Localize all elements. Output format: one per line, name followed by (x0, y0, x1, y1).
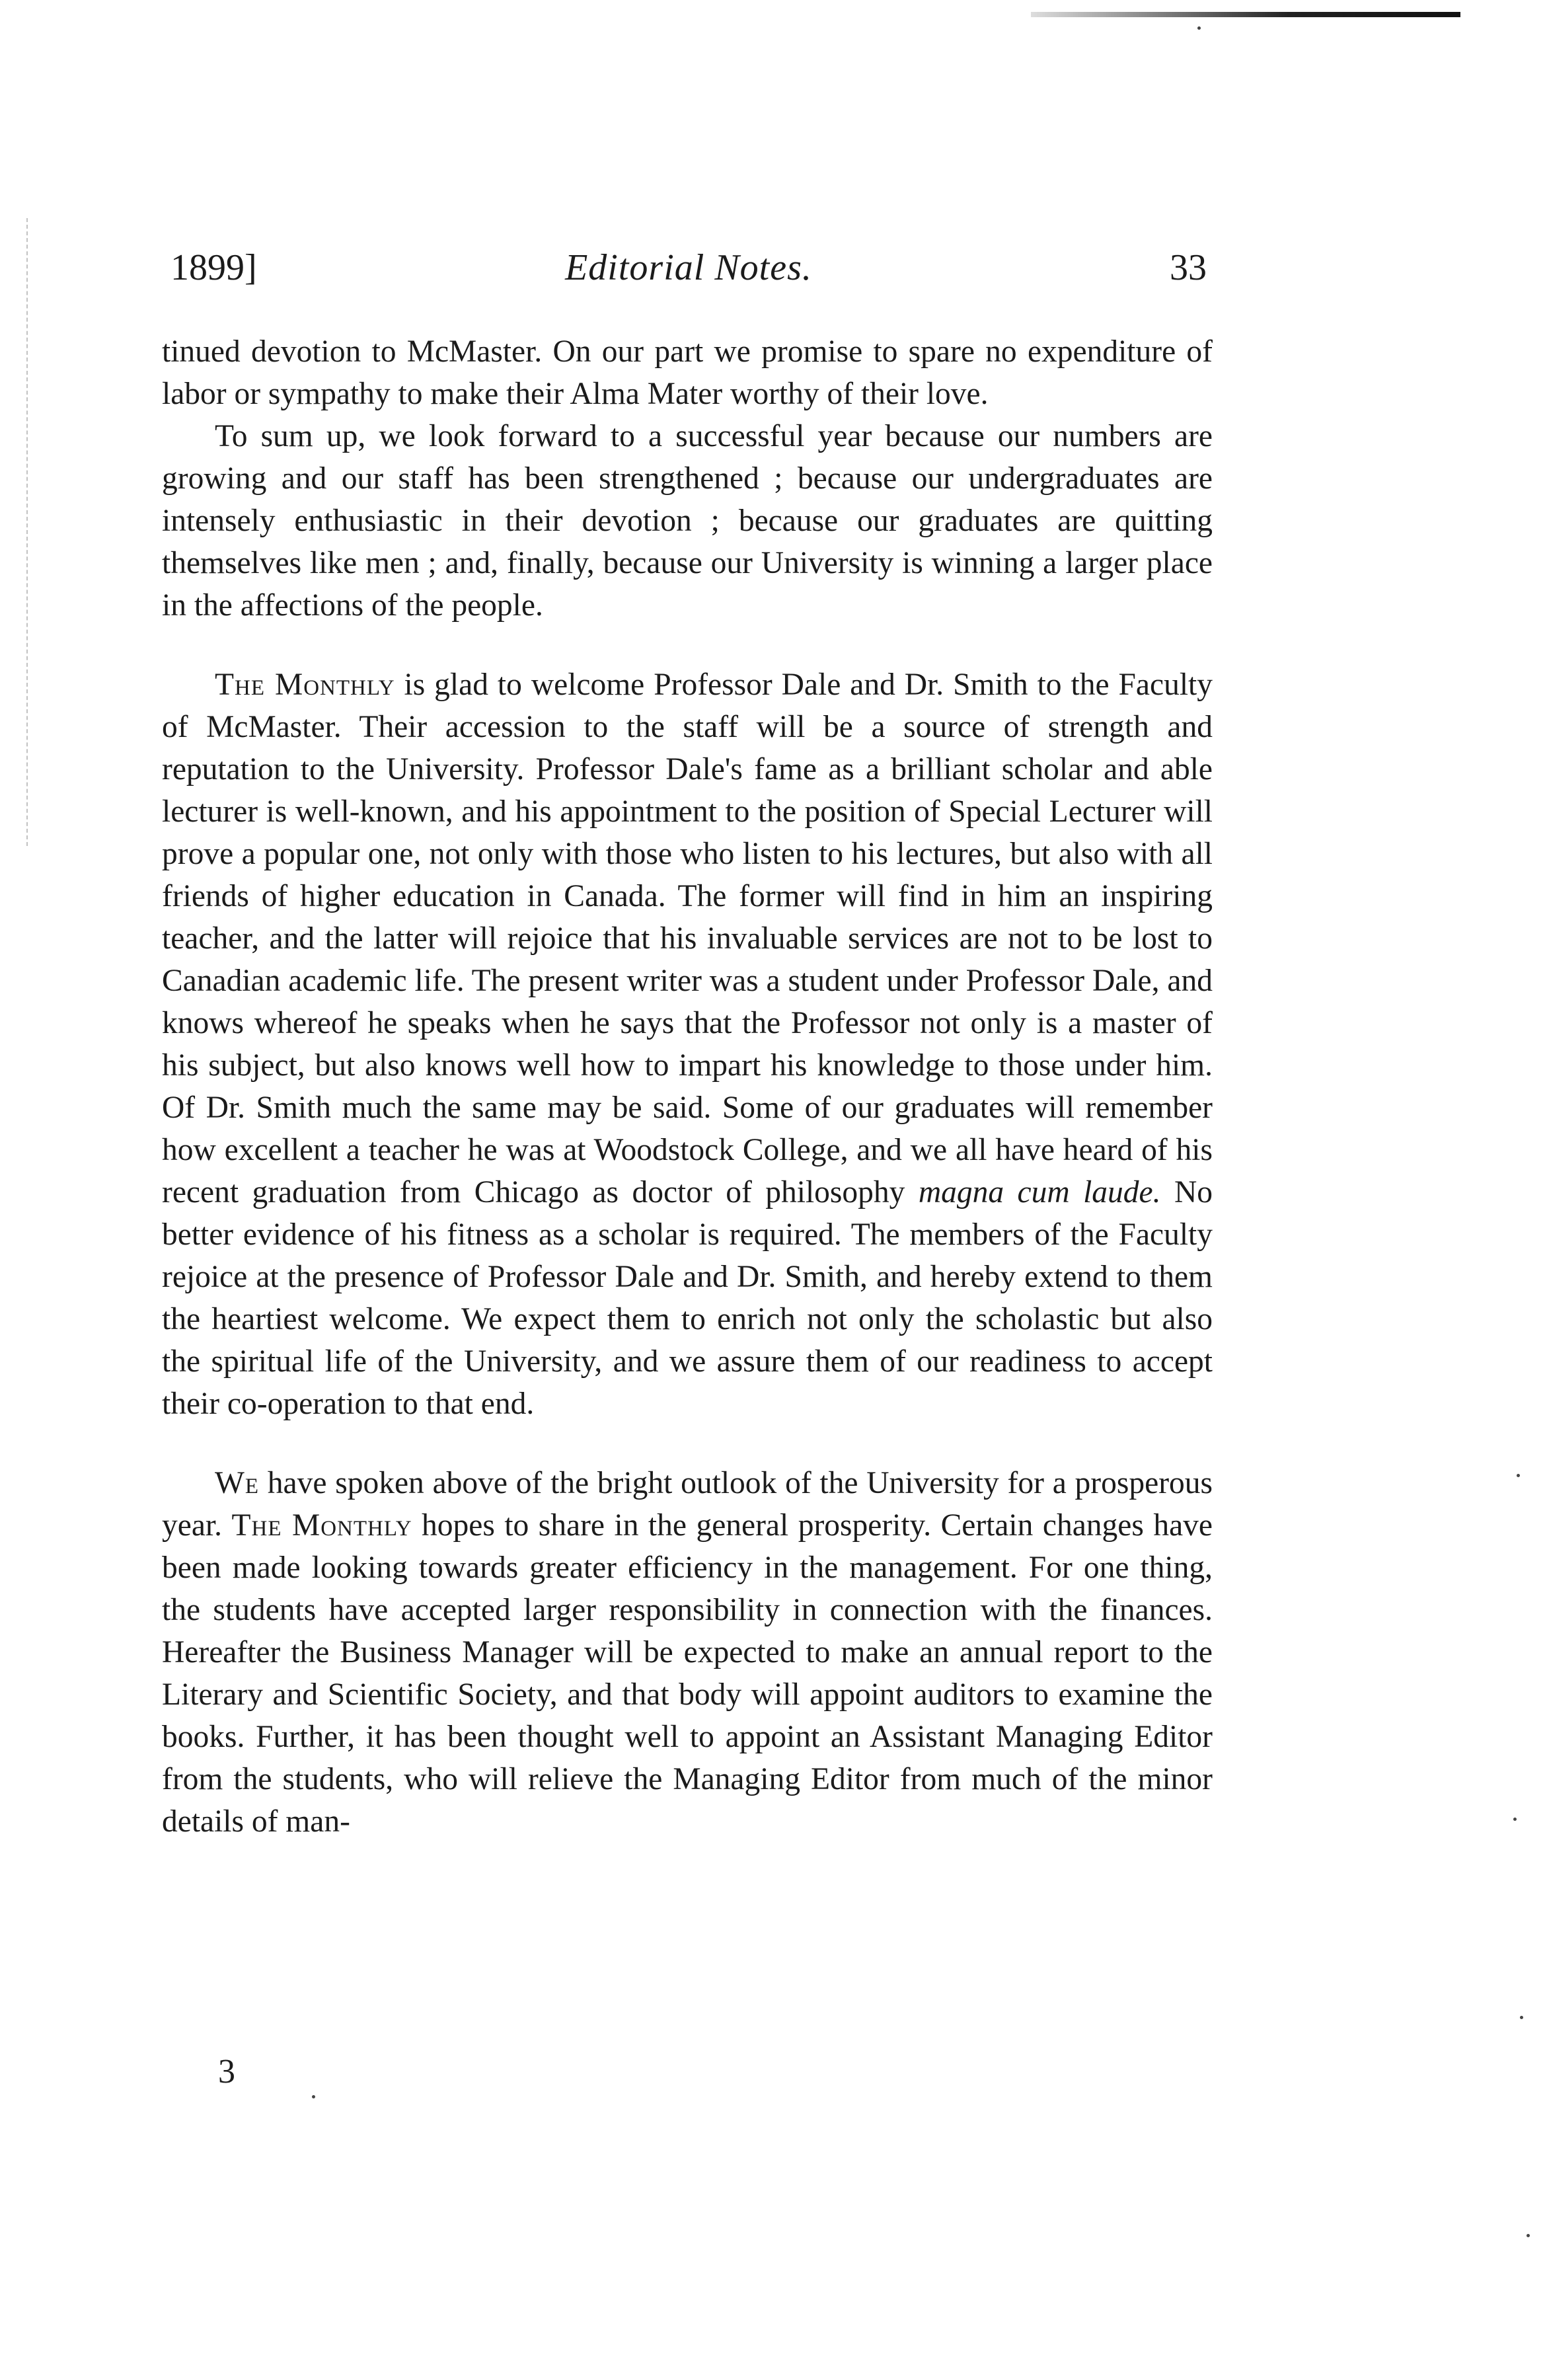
body-text (162, 330, 1213, 1843)
scan-edge-rule (1031, 12, 1460, 17)
scan-speck (1520, 2016, 1523, 2019)
scan-speck (1527, 2234, 1530, 2237)
header-title: Editorial Notes. (565, 247, 812, 288)
binding-margin-marks (0, 218, 28, 846)
scan-speck (312, 2095, 315, 2098)
paragraph-text: is glad to welcome Professor Dale and Dr. Smith to the Faculty of McMaster. Their accession to the staff will be a source of strength and reputation to the University. Professor Dale's fame as a brilliant scholar and able lecturer is well-known, and his appointment to the position of Special Lecturer will prove a popular one, not only with those who listen to his lectures, but also with all friends of higher education in Canada. The former will find in him an inspiring teacher, and the latter will rejoice that his invaluable services are not to be lost to Canadian academic life. The present writer was a student under Professor Dale, and knows whereof he speaks when he says that the Professor not only is a master of his subject, but also knows well how to impart his knowledge to those under him. Of Dr. Smith much the same may be said. Some of our graduates will remember how excellent a teacher he was at Woodstock College, and we all have heard of his recent graduation from Chicago as doctor of philosophy (162, 668, 1213, 1209)
paragraph-lead: We (215, 1466, 259, 1500)
scan-speck (1517, 1474, 1520, 1477)
paragraph-text: have spoken above of the bright outlook of the University for a prosperous year. (162, 1466, 1213, 1543)
scan-speck (1197, 26, 1201, 30)
signature-mark: 3 (218, 2053, 235, 2091)
running-head (170, 247, 1207, 306)
paragraph-summary (162, 415, 1213, 627)
paragraph-text: tinued devotion to McMaster. On our part we promise to spare no expenditure of labor or sympathy to make their Alma Mater worthy of their love. (162, 334, 1213, 411)
paragraph-continuation (162, 330, 1213, 415)
paragraph-text: To sum up, we look forward to a successful year because our numbers are growing and our staff has been strengthened ; because our undergraduates are intensely enthusiastic in their devotion ; because our graduates are quitting themselves like men ; and, finally, because our University is winning a larger place in the affections of the people. (162, 419, 1213, 623)
paragraph-text-tail: No better evidence of his fitness as a scholar is required. The members of the Faculty rejoice at the presence of Professor Dale and Dr. Smith, and hereby extend to them the heartiest welcome. We expect them to enrich not only the scholastic but also the spiritual life of the University, and we assure them of our readiness to accept their co-operation to that end. (162, 1175, 1213, 1421)
latin-phrase: magna cum laude. (918, 1175, 1161, 1209)
paragraph-faculty-welcome (162, 664, 1213, 1425)
scan-speck (1513, 1818, 1517, 1821)
paragraph-management (162, 1462, 1213, 1843)
paragraph-text-2: hopes to share in the general prosperity. Certain changes have been made looking towards greater efficiency in the management. For one thing, the students have accepted larger responsibility in connection with the finances. Hereafter the Business Manager will be expected to make an annual report to the Literary and Scientific Society, and that body will appoint auditors to examine the books. Further, it has been thought well to appoint an Assistant Managing Editor from the students, who will relieve the Managing Editor from much of the minor details of man- (162, 1508, 1213, 1839)
page-number: 33 (1170, 247, 1207, 288)
paragraph-lead: The Monthly (215, 668, 395, 702)
paragraph-lead-2: The Monthly (231, 1508, 412, 1543)
header-year: 1899] (170, 247, 257, 288)
